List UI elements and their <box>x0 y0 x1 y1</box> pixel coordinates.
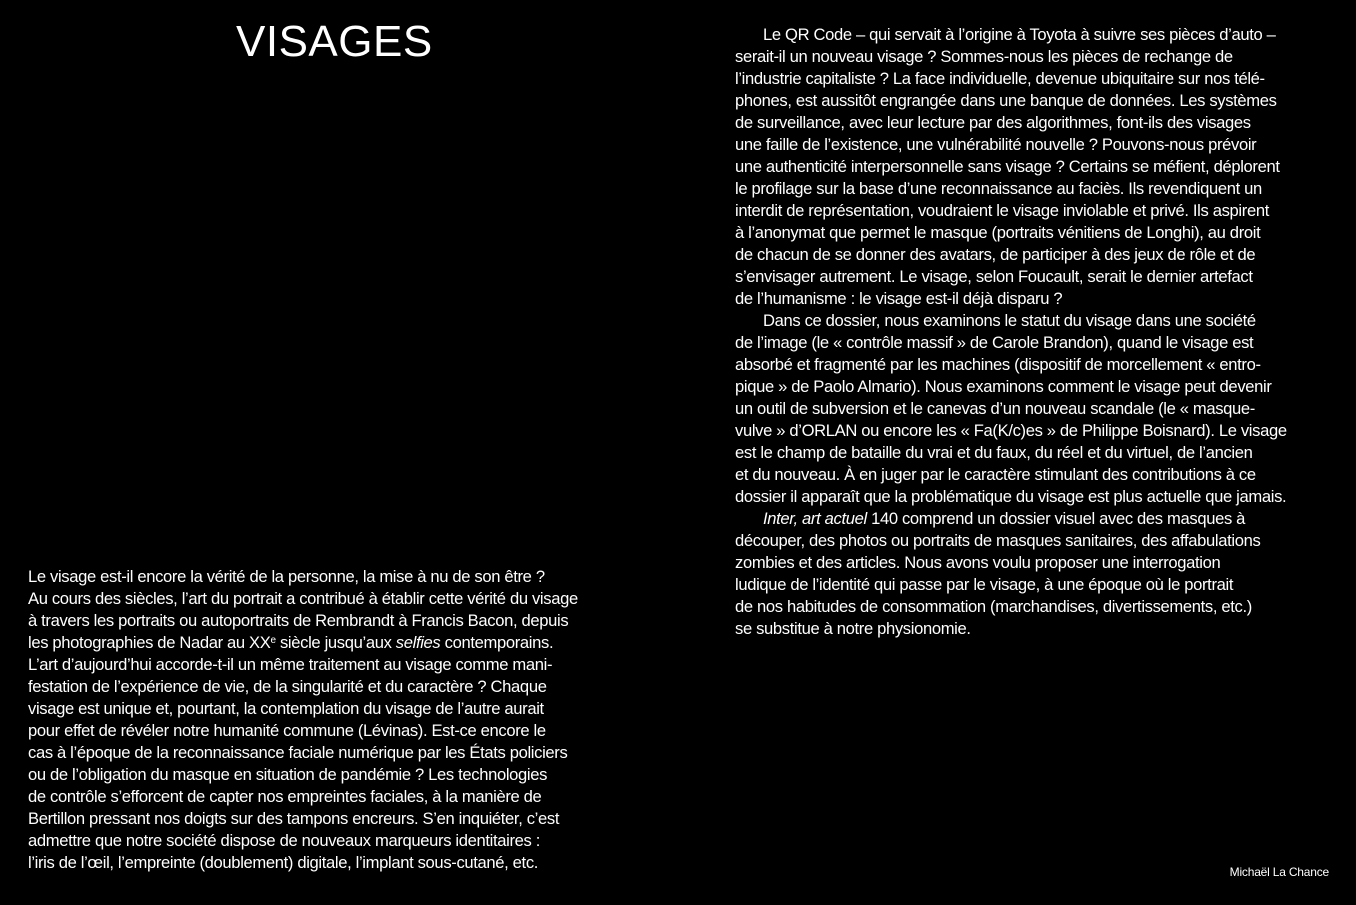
text-line: Le visage est-il encore la vérité de la personne, la mise à nu de son être ? <box>28 567 545 586</box>
text-line: dossier il apparaît que la problématique du visage est plus actuelle que jamais. <box>735 487 1287 506</box>
text-line: le profilage sur la base d’une reconnaissance au faciès. Ils revendiquent un <box>735 179 1262 198</box>
text-line: pique » de Paolo Almario). Nous examinons comment le visage peut devenir <box>735 377 1272 396</box>
text-line: phones, est aussitôt engrangée dans une banque de données. Les systèmes <box>735 91 1277 110</box>
text-line: l’iris de l’œil, l’empreinte (doublement) digitale, l’implant sous-cutané, etc. <box>28 853 539 872</box>
superscript: e <box>270 635 276 646</box>
page-title: VISAGES <box>236 17 433 66</box>
text-line: vulve » d’ORLAN ou encore les « Fa(K/c)es » de Philippe Boisnard). Le visage <box>735 421 1287 440</box>
text-line: Inter, art actuel 140 comprend un dossier visuel avec des masques à <box>763 509 1246 528</box>
text-line: est le champ de bataille du vrai et du faux, du réel et du virtuel, de l’ancien <box>735 443 1253 462</box>
text-line: à l’anonymat que permet le masque (portraits vénitiens de Longhi), au droit <box>735 223 1261 242</box>
text-line: découper, des photos ou portraits de masques sanitaires, des affabulations <box>735 531 1261 550</box>
text-line: s’envisager autrement. Le visage, selon Foucault, serait le dernier artefact <box>735 267 1253 286</box>
text-line: pour effet de révéler notre humanité commune (Lévinas). Est-ce encore le <box>28 721 546 740</box>
text-line: se substitue à notre physionomie. <box>735 619 971 638</box>
magazine-title: Inter, art actuel <box>763 509 867 528</box>
text-line: de chacun de se donner des avatars, de participer à des jeux de rôle et de <box>735 245 1256 264</box>
text-line: visage est unique et, pourtant, la contemplation du visage de l’autre aurait <box>28 699 544 718</box>
text-line: L’art d’aujourd’hui accorde-t-il un même traitement au visage comme mani- <box>28 655 553 674</box>
text-line: interdit de représentation, voudraient le visage inviolable et privé. Ils aspirent <box>735 201 1269 220</box>
text-line: l’industrie capitaliste ? La face individuelle, devenue ubiquitaire sur nos télé- <box>735 69 1265 88</box>
text-line: à travers les portraits ou autoportraits de Rembrandt à Francis Bacon, depuis <box>28 611 569 630</box>
text-line: les photographies de Nadar au XXe siècle jusqu’aux selfies contemporains. <box>28 633 554 652</box>
text-line: ludique de l’identité qui passe par le visage, à une époque où le portrait <box>735 575 1234 594</box>
text-line: de contrôle s’efforcent de capter nos empreintes faciales, à la manière de <box>28 787 542 806</box>
text-line: serait-il un nouveau visage ? Sommes-nous les pièces de rechange de <box>735 47 1233 66</box>
text-line: admettre que notre société dispose de nouveaux marqueurs identitaires : <box>28 831 541 850</box>
author-name: Michaël La Chance <box>1229 865 1329 879</box>
text-line: un outil de subversion et le canevas d’un nouveau scandale (le « masque- <box>735 399 1255 418</box>
text-line: une authenticité interpersonnelle sans visage ? Certains se méfient, déplorent <box>735 157 1280 176</box>
text-line: de l’image (le « contrôle massif » de Carole Brandon), quand le visage est <box>735 333 1254 352</box>
text-line: festation de l’expérience de vie, de la singularité et du caractère ? Chaque <box>28 677 547 696</box>
body-text <box>735 24 1332 640</box>
intro-paragraph <box>28 566 630 874</box>
text-line: Dans ce dossier, nous examinons le statut du visage dans une société <box>763 311 1256 330</box>
text-line: Au cours des siècles, l’art du portrait a contribué à établir cette vérité du visage <box>28 589 578 608</box>
italic-term: selfies <box>395 633 441 652</box>
text-line: absorbé et fragmenté par les machines (dispositif de morcellement « entro- <box>735 355 1261 374</box>
text-line: ou de l’obligation du masque en situation de pandémie ? Les technologies <box>28 765 548 784</box>
text-line: de surveillance, avec leur lecture par des algorithmes, font-ils des visages <box>735 113 1251 132</box>
text-line: cas à l’époque de la reconnaissance faciale numérique par les États policiers <box>28 743 568 762</box>
text-line: Bertillon pressant nos doigts sur des tampons encreurs. S’en inquiéter, c’est <box>28 809 560 828</box>
text-line: Le QR Code – qui servait à l’origine à Toyota à suivre ses pièces d’auto – <box>763 25 1276 44</box>
text-line: et du nouveau. À en juger par le caractère stimulant des contributions à ce <box>735 465 1256 484</box>
text-line: zombies et des articles. Nous avons voulu proposer une interrogation <box>735 553 1221 572</box>
text-line: de nos habitudes de consommation (marchandises, divertissements, etc.) <box>735 597 1252 616</box>
text-line: une faille de l’existence, une vulnérabilité nouvelle ? Pouvons-nous prévoir <box>735 135 1257 154</box>
text-line: de l’humanisme : le visage est-il déjà disparu ? <box>735 289 1063 308</box>
